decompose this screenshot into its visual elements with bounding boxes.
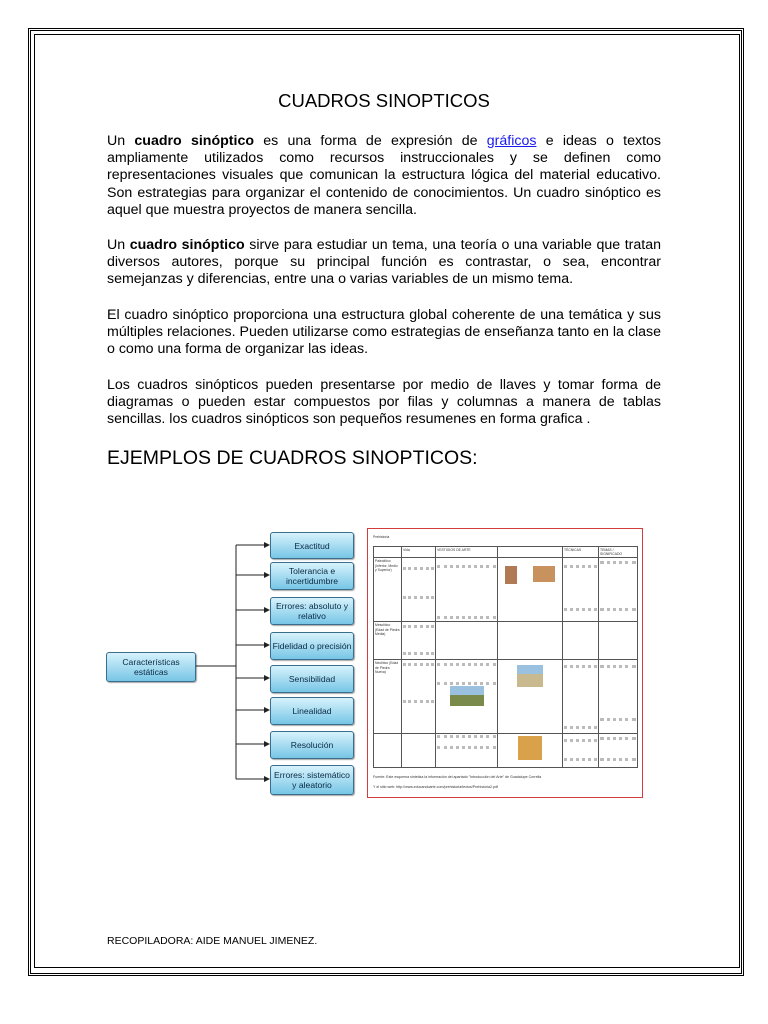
prehistory-table-image bbox=[367, 528, 643, 798]
table-col-header: VESTIGIOS DE ARTE bbox=[436, 547, 498, 558]
static-characteristics-diagram bbox=[106, 528, 356, 796]
diagram-branch-fidelidad: Fidelidad o precisión bbox=[270, 632, 354, 660]
examples-heading: EJEMPLOS DE CUADROS SINOPTICOS: bbox=[107, 447, 478, 469]
cave-painting-image bbox=[533, 566, 555, 582]
table-col-header: Vida bbox=[402, 547, 436, 558]
paragraph-3: El cuadro sinóptico proporciona una estructura global coherente de una temática y sus múltiples relaciones. Pueden utilizarse como estrategias de enseñanza tanto en la clase o como una forma de organizar las ideas. bbox=[107, 307, 661, 358]
footer-compiler: RECOPILADORA: AIDE MANUEL JIMENEZ. bbox=[107, 935, 318, 947]
diagram-branch-sensibilidad: Sensibilidad bbox=[270, 665, 354, 693]
diagram-branch-tolerancia: Tolerancia e incertidumbre bbox=[270, 562, 354, 590]
prehistory-table bbox=[373, 546, 638, 768]
stonehenge-image bbox=[450, 686, 484, 706]
paragraph-2: Un cuadro sinóptico sirve para estudiar un tema, una teoría o una variable que tratan diversos autores, porque su principal función es contrastar, o sea, encontrar semejanzas y diferencias, entre una o varias variables de un mismo tema. bbox=[107, 237, 662, 288]
diagram-root-box: Características estáticas bbox=[106, 652, 196, 682]
table-caption-source: Fuente: Este esquema sintetiza la información del apartado "Introducción del Arte" de Guadalupe Corrella bbox=[373, 775, 542, 779]
paragraph-1: Un cuadro sinóptico es una forma de expresión de gráficos e ideas o textos ampliamente utilizados como recursos instruccionales y se definen como representaciones visuales que comunican la estructura lógica del material educativo. Son estrategias para organizar el contenido de conocimientos. Un cuadro sinóptico es aquel que muestra proyectos de manera sencilla. bbox=[107, 133, 662, 218]
table-col-header: TÉCNICAS bbox=[563, 547, 599, 558]
graficos-link[interactable]: gráficos bbox=[486, 133, 537, 149]
paragraph-4: Los cuadros sinópticos pueden presentarse por medio de llaves y tomar forma de diagramas o pueden estar compuestos por filas y columnas a manera de tablas sencillas. los cuadros sinópticos son pequeños resumenes en forma grafica . bbox=[107, 377, 661, 428]
table-row-label: Paleolítico (Inferior, Medio y Superior) bbox=[374, 558, 402, 622]
diagram-branch-exactitud: Exactitud bbox=[270, 532, 354, 559]
dolmen-image bbox=[517, 665, 543, 687]
table-caption-web: Y el sitio web: http://www.educandoarte.com/prehistoria/textos/Prehistoria2.pdf bbox=[373, 785, 498, 789]
diagram-branch-errores-sistematico: Errores: sistemático y aleatorio bbox=[270, 765, 354, 795]
table-row-label: Neolítico (Edad de Piedra Nueva) bbox=[374, 660, 402, 734]
table-col-header bbox=[498, 547, 563, 558]
page-title: CUADROS SINOPTICOS bbox=[278, 90, 490, 111]
venus-figurine-image bbox=[505, 566, 517, 584]
table-row-label: Mesolítico (Edad de Piedra Media) bbox=[374, 622, 402, 660]
diagram-branch-errores-absoluto: Errores: absoluto y relativo bbox=[270, 597, 354, 625]
diagram-branch-resolucion: Resolución bbox=[270, 731, 354, 759]
table-col-header: TEMAS / SIGNIFICADO bbox=[599, 547, 638, 558]
rock-art-image bbox=[518, 736, 542, 760]
table-header: Prehistoria bbox=[373, 535, 390, 539]
table-col-header bbox=[374, 547, 402, 558]
diagram-branch-linealidad: Linealidad bbox=[270, 697, 354, 725]
